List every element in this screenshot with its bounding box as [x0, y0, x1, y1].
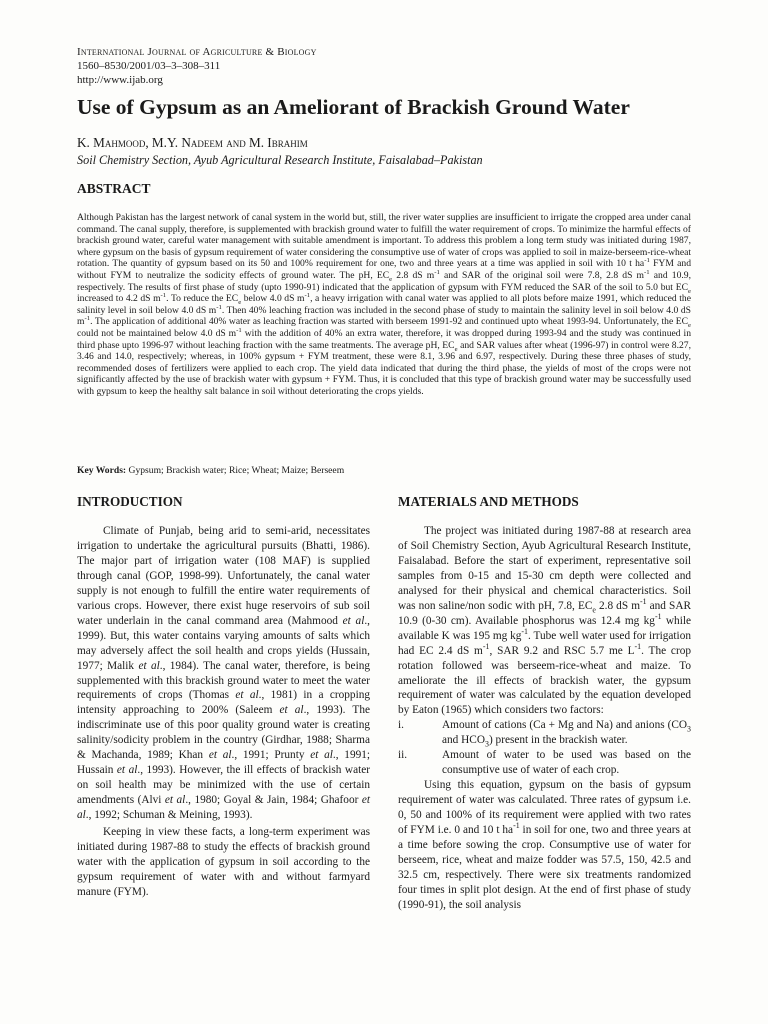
methods-paragraph-1: The project was initiated during 1987-88 at research area of Soil Chemistry Section, Ayub Agricultural Research Institute, Faisalabad. Before the start of experiment, representative soil samples from 0-15 and 15-30 cm depth were collected and analysed for their physical and chemical characteristics. Soil was non saline/non sodic with pH, 7.8, $EC_e$ 2.8 dS $m^{-1}$ and SAR 10.9 (0-30 cm). Available phosphorus was 12.4 mg $kg^{-1}$ while available K was 195 mg $kg^{-1}$. Tube well water used for irrigation had EC 2.4 dS $m^{-1}$, SAR 9.2 and RSC 5.7 me $L^{-1}$. The crop rotation followed was berseem-rice-wheat and maize. To ameliorate the ill effects of brackish water, the gypsum requirement of water was calculated by the equation developed by Eaton (1965) which considers two factors:	[398, 525, 692, 717]
introduction-paragraph-1: Climate of Punjab, being arid to semi-arid, necessitates irrigation to undertake the agricultural pursuits (Bhatti, 1986). The major part of irrigation water (108 MAF) is supplied through canal (GOP, 1998-99). Unfortunately, the canal water supply is not enough to fulfill the entire water requirements of various crops. However, there exist huge reservoirs of sub soil water underlain in the canal command area (Mahmood et al., 1999). But, this water contains varying amounts of salts which may adversely affect the soil health and crops yields (Hussain, 1977; Malik et al., 1984). The canal water, therefore, is being supplemented with this brackish ground water to meet the water requirements of crops (Thomas et al., 1981) in a cropping intensity approaching to 200% (Saleem et al., 1993). The indiscriminate use of this poor quality ground water is creating salinity/sodicity problem in the country (Girdhar, 1988; Sharma & Machanda, 1989; Khan et al., 1991; Prunty et al., 1991; Hussain et al., 1993). However, the ill effects of brackish water on soil health may be minimized with the use of certain amendments (Alvi et al., 1980; Goyal & Jain, 1984; Ghafoor et al., 1992; Schuman & Meining, 1993).	[77, 525, 371, 822]
keywords-list: Gypsum; Brackish water; Rice; Wheat; Maize; Berseem	[126, 465, 345, 476]
introduction-paragraph-2: Keeping in view these facts, a long-term experiment was initiated during 1987-88 to study the effects of brackish ground water with the application of gypsum in soil according to the gypsum requirement of water with and without farmyard manure (FYM).	[77, 826, 370, 898]
paper-title: Use of Gypsum as an Ameliorant of Brackish Ground Water	[77, 95, 630, 119]
abstract-text: Although Pakistan has the largest network of canal system in the world but, still, the river water supplies are insufficient to irrigate the cropped area under canal command. The canal supply, therefore, is supplemented with brackish ground water to fulfill the water requirement of crops. To minimize the harmful effects of brackish ground water, careful water management with suitable amendment is important. To address this problem a long term study was initiated during 1987, where gypsum on the basis of gypsum requirement of water considering the consumptive use of water of crops was applied to soil in maize-berseem-rice-wheat rotation. The quantity of gypsum based on its 50 and 100% requirement for one, two and three years at a time was applied in soil with 10 t $ha^{-1}$ FYM and without FYM to neutralize the sodicity effects of ground water. The pH, $EC_e$ 2.8 dS $m^{-1}$ and SAR of the original soil were 7.8, 2.8 dS $m^{-1}$ and 10.9, respectively. The results of first phase of study (upto 1990-91) indicated that the application of gypsum with FYM reduced the SAR of the soil to 5.0 but $EC_e$ increased to 4.2 dS $m^{-1}$. To reduce the $EC_e$ below 4.0 dS $m^{-1}$, a heavy irrigation with canal water was applied to all plots before maize 1991, which reduced the salinity level in soil below 4.0 dS $m^{-1}$. Then 40% leaching fraction was included in the second phase of study to maintain the salinity level in soil below 4.0 dS $m^{-1}$. The application of additional 40% water as leaching fraction was started with berseem 1991-92 and continued upto wheat 1993-94. Unfortunately, the $EC_e$ could not be maintained below 4.0 dS $m^{-1}$ with the addition of 40% an extra water, therefore, it was dropped during 1993-94 and the study was continued in third phase upto 1996-97 without leaching fraction with the same treatments. The average pH, $EC_e$ and SAR values after wheat (1996-97) in control were 8.27, 3.46 and 14.0, respectively; whereas, in 100% gypsum + FYM treatment, these were 8.1, 3.96 and 6.97, respectively. During these three phases of study, recommended doses of fertilizers were applied to each crop. The yield data indicated that during the third phase, the yields of most of the crops were not significantly affected by the use of brackish water with gypsum + FYM. Thus, it is concluded that this type of brackish ground water may be successfully used with gypsum to keep the healthy salt balance in soil without deteriorating the crops yields.	[77, 212, 692, 397]
journal-header	[77, 45, 317, 87]
affiliation: Soil Chemistry Section, Ayub Agricultural Research Institute, Faisalabad–Pakistan	[77, 153, 483, 167]
introduction-section	[77, 494, 370, 900]
keywords-label: Key Words:	[77, 465, 127, 476]
factor-list	[398, 718, 691, 778]
journal-url-link[interactable]: http://www.ijab.org	[77, 74, 163, 86]
list-item: ii. Amount of water to be used was based on the consumptive use of water of each crop.	[398, 749, 691, 777]
keywords	[77, 465, 691, 477]
abstract-heading: ABSTRACT	[77, 181, 151, 196]
introduction-heading: INTRODUCTION	[77, 494, 183, 509]
authors: K. Mahmood, M.Y. Nadeem and M. Ibrahim	[77, 135, 308, 150]
methods-paragraph-2: Using this equation, gypsum on the basis of gypsum requirement of water was calculated. Three rates of gypsum i.e. 0, 50 and 100% of its requirement were applied with two rates of FYM i.e. 0 and 10 t $ha^{-1}$ in soil for one, two and three years at a time before sowing the crop. Consumptive use of water for berseem, rice, wheat and maize fodder was 57.5, 150, 42.5 and 32.5 cm, respectively. There were six treatments randomized four times in split plot design. At the end of first phase of study (1990-91), the soil analysis	[398, 779, 691, 911]
methods-heading: MATERIALS AND METHODS	[398, 494, 579, 509]
methods-section	[398, 494, 691, 913]
journal-issn: 1560–8530/2001/03–3–308–311	[77, 60, 221, 72]
journal-name: International Journal of Agriculture & Biology	[77, 46, 317, 58]
list-item: i. Amount of cations (Ca + Mg and Na) and anions ($CO_3$ and $HCO_3$) present in the brackish water.	[398, 719, 691, 749]
